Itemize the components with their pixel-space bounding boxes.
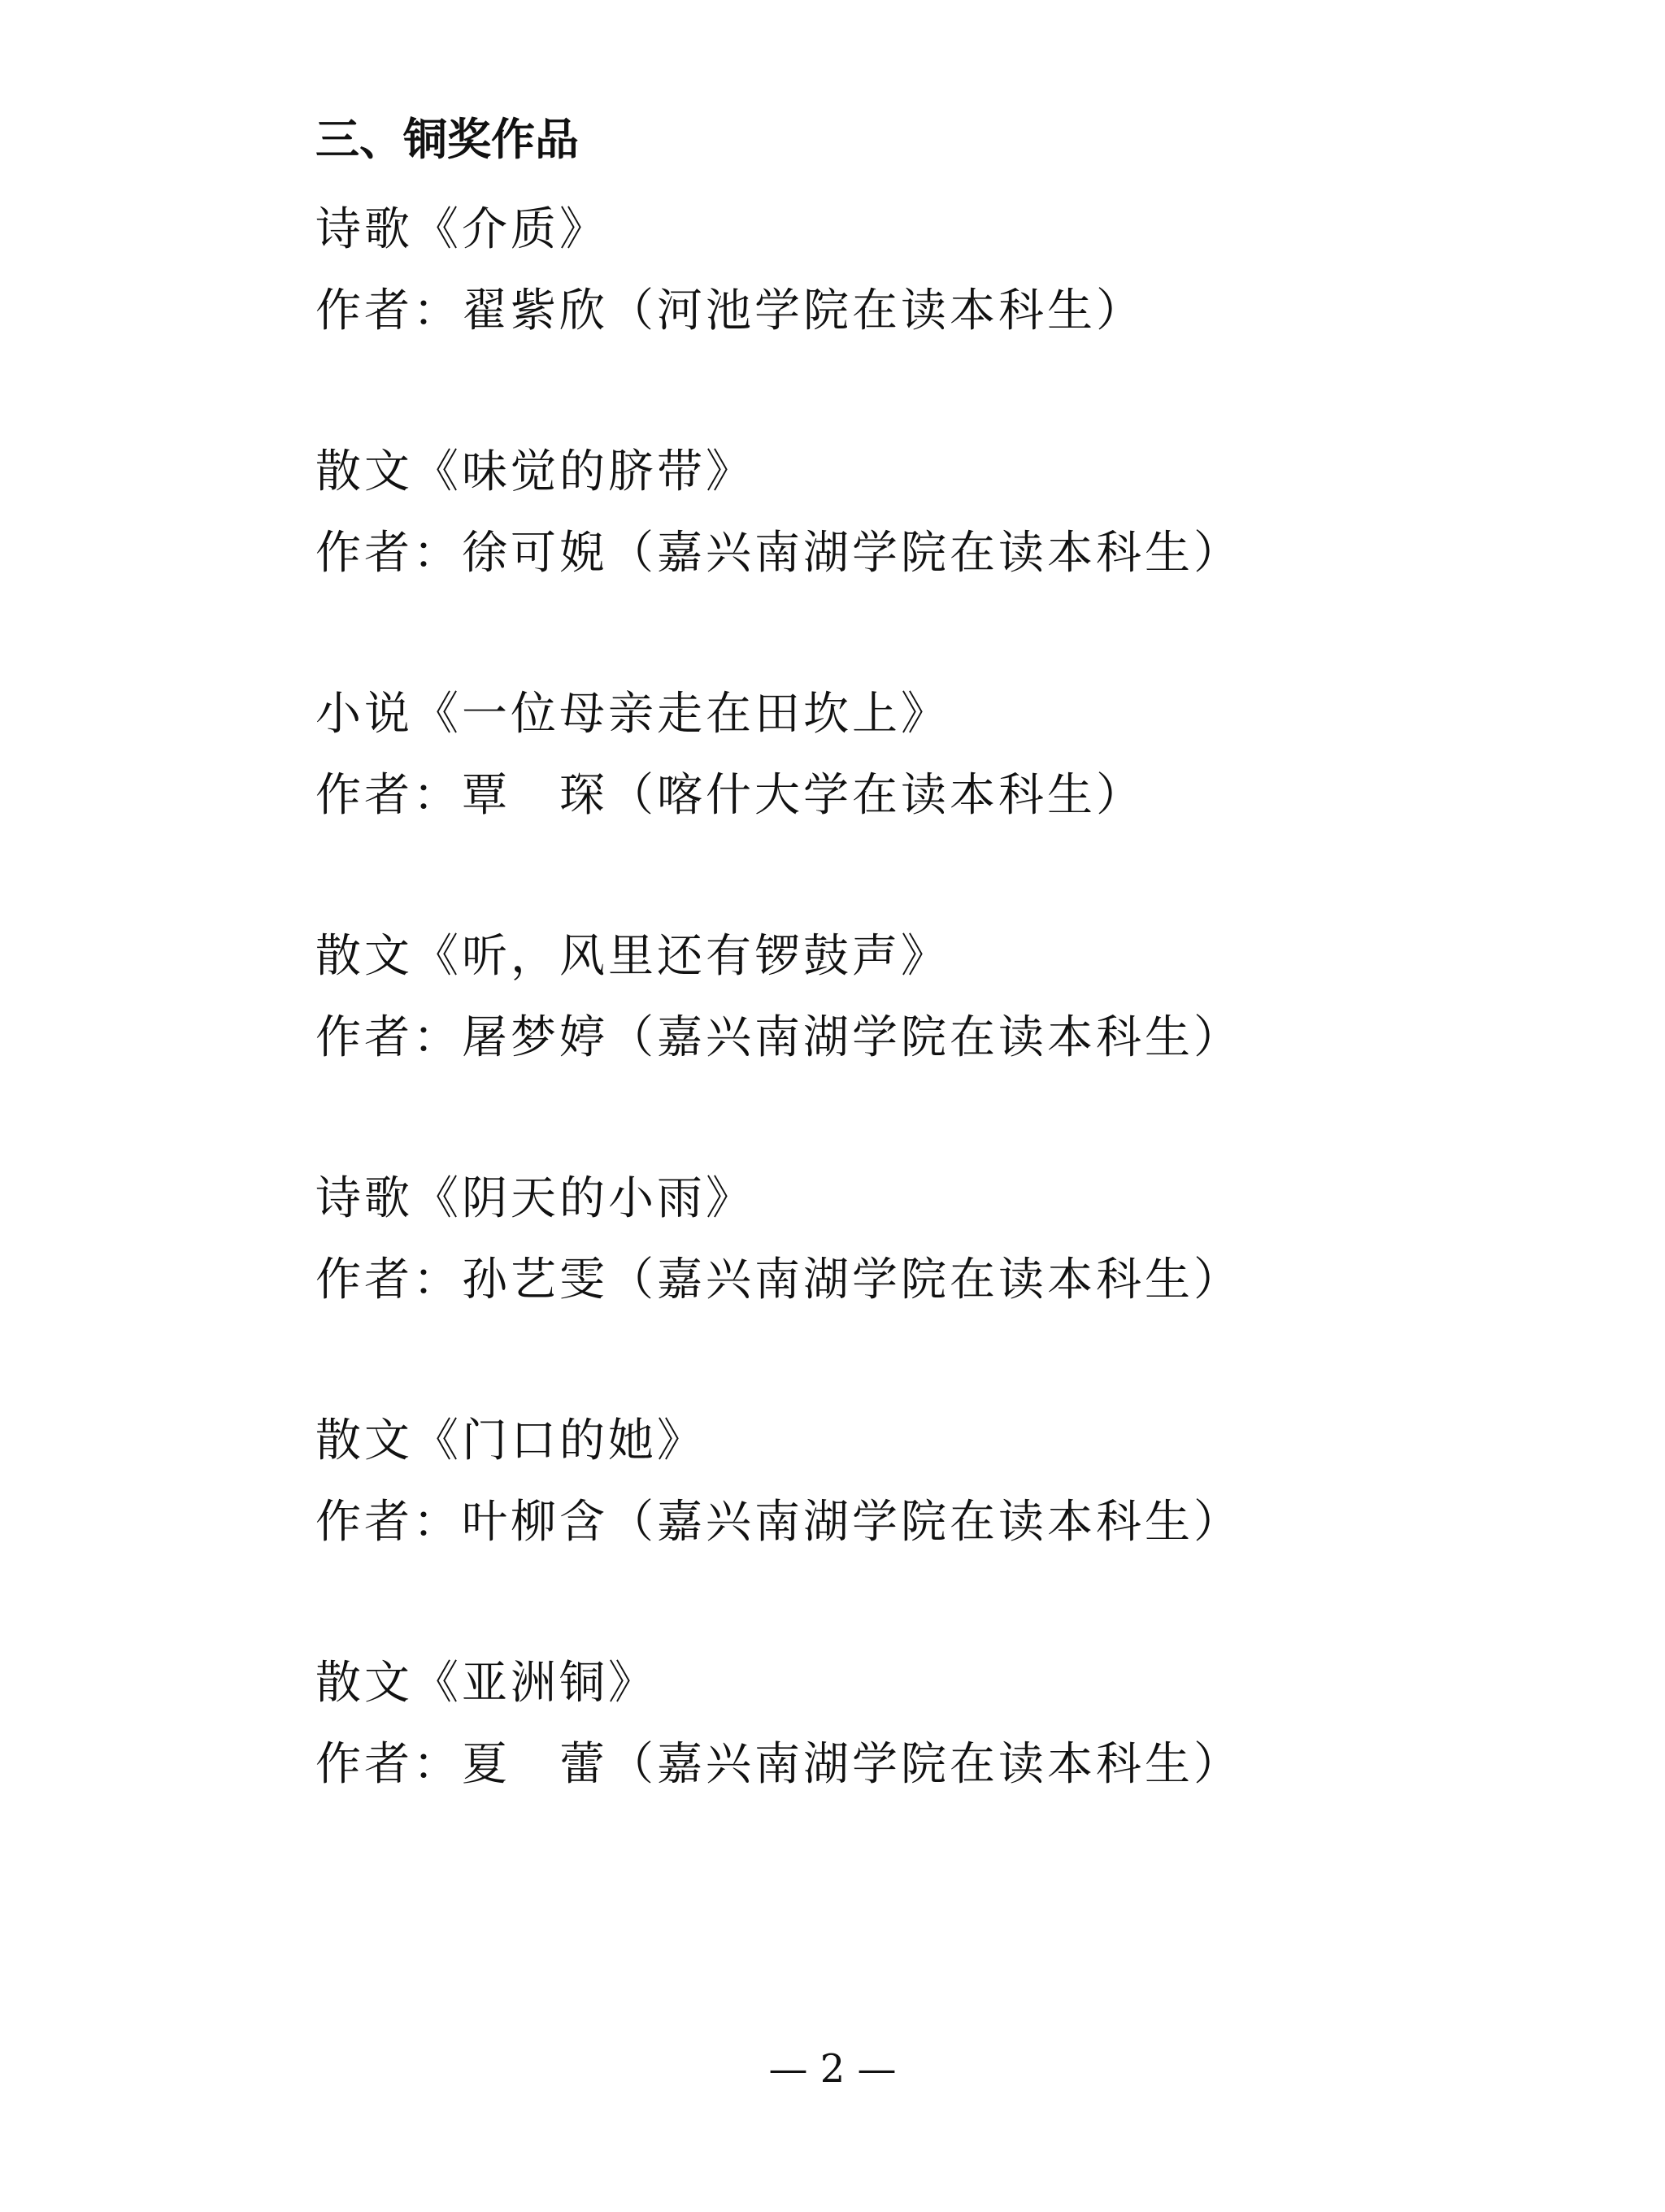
award-list: [315, 189, 1535, 1885]
work-title: 诗歌《介质》: [315, 203, 608, 256]
award-entry: [315, 1158, 1535, 1401]
page-number: — 2 —: [768, 2046, 897, 2092]
work-author: 作者：屠梦婷（嘉兴南湖学院在读本科生）: [315, 1011, 1242, 1064]
work-title: 小说《一位母亲走在田坎上》: [315, 688, 950, 741]
section-heading: 三、铜奖作品: [315, 114, 579, 165]
work-author: 作者：翟紫欣（河池学院在读本科生）: [315, 285, 1145, 337]
work-title: 诗歌《阴天的小雨》: [315, 1172, 754, 1225]
work-author: 作者：孙艺雯（嘉兴南湖学院在读本科生）: [315, 1254, 1242, 1306]
work-author: 作者：叶柳含（嘉兴南湖学院在读本科生）: [315, 1496, 1242, 1549]
work-title: 散文《味觉的脐带》: [315, 445, 754, 498]
work-title: 散文《亚洲铜》: [315, 1657, 657, 1710]
work-author: 作者：夏 蕾（嘉兴南湖学院在读本科生）: [315, 1738, 1242, 1791]
work-title: 散文《门口的她》: [315, 1415, 706, 1467]
award-entry: [315, 674, 1535, 916]
award-entry: [315, 916, 1535, 1158]
award-entry: [315, 189, 1535, 432]
award-entry: [315, 1401, 1535, 1643]
award-entry: [315, 1643, 1535, 1885]
work-author: 作者：徐可婗（嘉兴南湖学院在读本科生）: [315, 527, 1242, 580]
work-title: 散文《听，风里还有锣鼓声》: [315, 930, 950, 983]
work-author: 作者：覃 琛（喀什大学在读本科生）: [315, 769, 1145, 822]
award-entry: [315, 432, 1535, 674]
